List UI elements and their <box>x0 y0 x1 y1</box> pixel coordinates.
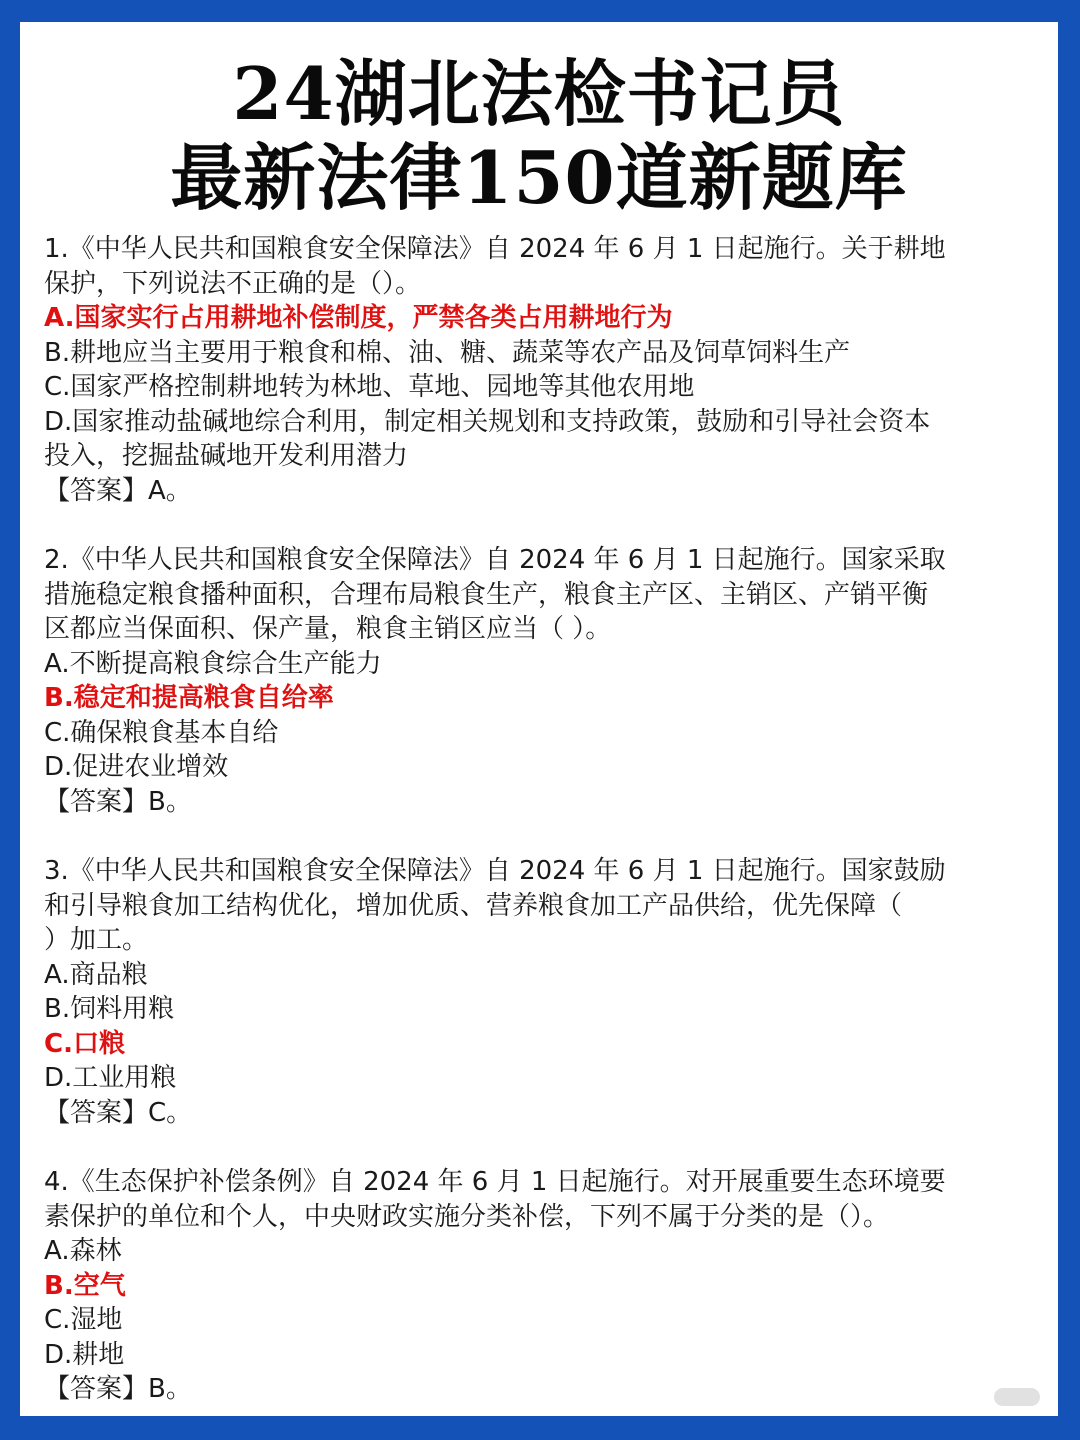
watermark-badge <box>994 1388 1040 1406</box>
option: D.工业用粮 <box>44 1063 177 1093</box>
content-card <box>20 22 1058 1416</box>
question-stem-line: 3.《中华人民共和国粮食安全保障法》自 2024 年 6 月 1 日起施行。国家鼓励 <box>44 856 946 886</box>
question-2 <box>44 543 1034 819</box>
question-stem-line: 区都应当保面积、保产量，粮食主销区应当（ ）。 <box>44 614 612 644</box>
option: D.促进农业增效 <box>44 752 229 782</box>
option: B.饲料用粮 <box>44 994 175 1024</box>
option: D.国家推动盐碱地综合利用，制定相关规划和支持政策，鼓励和引导社会资本 <box>44 406 931 437</box>
option: C.国家严格控制耕地转为林地、草地、园地等其他农用地 <box>44 372 695 402</box>
question-list <box>44 232 1034 1416</box>
question-stem-line: 措施稳定粮食播种面积，合理布局粮食生产，粮食主产区、主销区、产销平衡 <box>44 579 929 610</box>
answer-label: 【答案】B。 <box>44 1374 192 1404</box>
title-line-1: 24湖北法检书记员 <box>232 51 846 136</box>
question-stem-line: 和引导粮食加工结构优化，增加优质、营养粮食加工产品供给，优先保障（ <box>44 890 903 921</box>
option: C.确保粮食基本自给 <box>44 717 279 748</box>
option: A.森林 <box>44 1236 122 1266</box>
question-stem-line: ）加工。 <box>44 925 149 955</box>
option-correct: B.稳定和提高粮食自给率 <box>44 683 334 713</box>
option-correct: A.国家实行占用耕地补偿制度，严禁各类占用耕地行为 <box>44 303 673 333</box>
option-correct: B.空气 <box>44 1270 126 1301</box>
title-line-2: 最新法律150道新题库 <box>170 135 908 220</box>
option-correct: C.口粮 <box>44 1028 125 1059</box>
option: C.湿地 <box>44 1305 123 1335</box>
page-title <box>20 22 1058 220</box>
answer-label: 【答案】A。 <box>44 475 192 506</box>
question-4 <box>44 1165 1034 1407</box>
option: A.商品粮 <box>44 959 148 990</box>
question-stem-line: 保护，下列说法不正确的是（）。 <box>44 268 422 299</box>
answer-label: 【答案】C。 <box>44 1097 193 1128</box>
question-stem-line: 1.《中华人民共和国粮食安全保障法》自 2024 年 6 月 1 日起施行。关于耕地 <box>44 234 946 264</box>
question-1 <box>44 232 1034 508</box>
answer-label: 【答案】B。 <box>44 786 192 817</box>
question-3 <box>44 854 1034 1130</box>
question-stem-line: 4.《生态保护补偿条例》自 2024 年 6 月 1 日起施行。对开展重要生态环境要 <box>44 1167 946 1197</box>
question-stem-line: 素保护的单位和个人，中央财政实施分类补偿，下列不属于分类的是（）。 <box>44 1201 890 1232</box>
option-continuation: 投入，挖掘盐碱地开发利用潜力 <box>44 441 409 471</box>
question-stem-line: 2.《中华人民共和国粮食安全保障法》自 2024 年 6 月 1 日起施行。国家采取 <box>44 545 946 575</box>
option: A.不断提高粮食综合生产能力 <box>44 648 382 679</box>
option: D.耕地 <box>44 1339 125 1370</box>
option: B.耕地应当主要用于粮食和棉、油、糖、蔬菜等农产品及饲草饲料生产 <box>44 337 851 368</box>
